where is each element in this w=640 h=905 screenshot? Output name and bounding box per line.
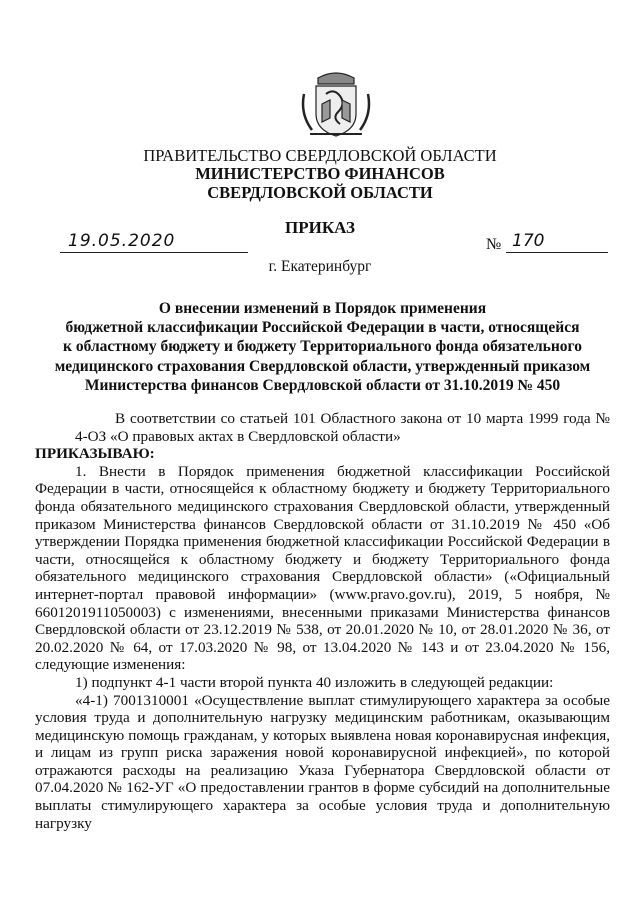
clause-1-paragraph: 1. Внести в Порядок применения бюджетной классификации Российской Федерации в части, относящейся к областному бюджету и бюджету Территориального фонда обязательного медицинского страхования Свердловской области, утвержденный приказом Министерства финансов Свердловской области от 31.10.2019 № 450 «Об утверждении Порядка применения бюджетной классификации Российской Федерации в части, относящейся к областному бюджету и бюджету Территориального фонда обязательного медицинского страхования Свердловской области» («Официальный интернет-портал правовой информации» (www.pravo.gov.ru), 2019, 5 ноября, № 6601201911050003) с изменениями, внесенными приказами Министерства финансов Свердловской области от 23.12.2019 № 538, от 20.01.2020 № 10, от 28.01.2020 № 36, от 20.02.2020 № 64, от 17.03.2020 № 98, от 13.04.2020 № 143 и от 23.04.2020 № 156, следующие изменения: (35, 462, 610, 674)
new-wording-paragraph: «4-1) 7001310001 «Осуществление выплат стимулирующего характера за особые условия труда и дополнительную нагрузку медицинским работникам, оказывающим медицинскую помощь гражданам, у которых выявлена новая коронавирусная инфекция, и лицам из групп риска заражения новой коронавирусной инфекцией», по которой отражаются расходы на реализацию Указа Губернатора Свердловской области от 07.04.2020 № 162-УГ «О предоставлении грантов в форме субсидий на дополнительные выплаты стимулирующего характера за особые условия труда и дополнительную нагрузку (35, 691, 610, 832)
ministry-name-line1: МИНИСТЕРСТВО ФИНАНСОВ (195, 164, 445, 183)
document-number: 170 (506, 230, 608, 253)
city: г. Екатеринбург (268, 258, 372, 275)
government-name: ПРАВИТЕЛЬСТВО СВЕРДЛОВСКОЙ ОБЛАСТИ (143, 146, 497, 165)
subject-line: Министерства финансов Свердловской области от 31.10.2019 № 450 (84, 376, 561, 394)
preamble-paragraph: В соответствии со статьей 101 Областного закона от 10 марта 1999 года № 4-ОЗ «О правовых актах в Свердловской области» (75, 410, 610, 445)
ministry-name-line2: СВЕРДЛОВСКОЙ ОБЛАСТИ (207, 183, 433, 202)
orders-heading: ПРИКАЗЫВАЮ: (35, 445, 155, 463)
subject-line: бюджетной классификации Российской Федерации в части, относящейся (65, 319, 580, 337)
subclause-1-paragraph: 1) подпункт 4-1 части второй пункта 40 изложить в следующей редакции: (75, 673, 554, 691)
subject-line: медицинского страхования Свердловской области, утвержденный приказом (54, 357, 591, 375)
coat-of-arms-emblem (296, 64, 376, 144)
document-title: ПРИКАЗ (285, 218, 355, 237)
subject-line: к областному бюджету и бюджету Территориального фонда обязательного (63, 338, 582, 356)
document-subject (40, 299, 605, 395)
document-date: 19.05.2020 (60, 230, 248, 253)
number-label: № (486, 236, 502, 253)
document-body (35, 410, 610, 832)
subject-line: О внесении изменений в Порядок применения (158, 300, 487, 317)
